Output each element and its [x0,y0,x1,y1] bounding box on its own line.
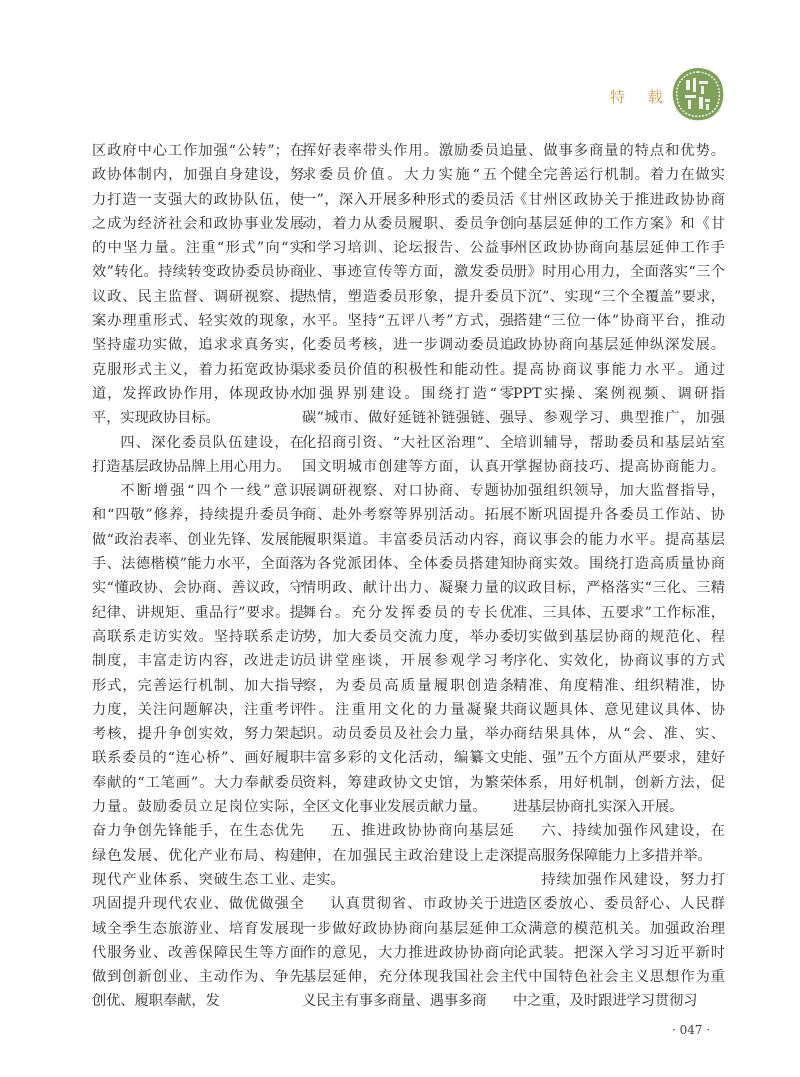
section-heading: 五、推进政协协商向基层延伸，在加强民主政治建设上走深走实。 [302,823,514,888]
paragraph: 量、做事多商量的特点和优势。健全完善运行机制。着力在做实《甘州区政协关于推进政协协商向基层延伸的工作方案》和《甘州区政协协商向基层延伸工作手册》时用心用力，全面落实“三个下沉”、实现“三个全覆盖”要求，搭建“三位一体”协商平台，推动政协协商向基层延伸纵深发展。提高协商议事能力水平。通过PPT实操、案例视频、调研指导、参观学习、典型推广，加强培训辅导，帮助委员和基层站室掌握协商技巧、提高协商能力。加强组织领导，加大监督指导，不断巩固提升各委员工作站、协商议事会的能力水平。提高基层协商实效。围绕打造高质量协商议政目标，严格落实“三化、三精准、三具体、五要求”工作标准，切实做到基层协商的规范化、程序化、实效化，协商议事的方式精准、角度精准、组织精准，协商议题具体、意见建议具体、协商结果具体，从“会、准、实、能、强”五个方面从严要求，建好体系，用好机制，创新方法，促进基层协商扎实深入开展。 [513,143,725,816]
paragraph: 不断增强“四个一线”意识和“四敬”修养，持续提升委员争做“政治表率、创业先锋、发展能手、法德楷模”能力水平，全面落实“懂政协、会协商、善议政，守纪律、讲规矩、重品行”要求。提高联系走访实效。坚持联系走访制度，丰富走访内容，改进走访形式，完善运行机制、加大指导力度，关注问题解决，注重考评考核，提升争创实效，努力架起联系委员的“连心桥”、画好履职奉献的“工笔画”。大力奉献委员力量。鼓励委员立足岗位实际，奋力争创先锋能手，在生态优先绿色发展、优化产业布局、构建现代产业体系、突破生态工业、巩固提升现代农业、做优做强全域全季生态旅游业、培育发展现代服务业、改善保障民生等方面做到创新创业、主动作为、争先创优、履职奉献，发 [92,483,304,1010]
paragraph: 挥好表率带头作用。激励委员追求委员价值。大力实施“五个一”，深入开展多种形式的委员活动，着力从委员履职、委员争创和学习培训、论坛报告、公益事业、事迹宣传等方面，激发委员热情，塑造委员形象，提升委员水平。坚持“五评八考”方式，强化委员考核，进一步调动委员追求委员价值的积极性和能动性。加强界别建设。围绕打造“零碳”城市、做好延链补链强链、强化招商引资、“大社区治理”、全国文明城市创建等方面，认真开展调研视察、对口协商、专题协商、赴外考察等界别活动。拓展履职渠道。丰富委员活动内容，为各党派团体、全体委员搭建知情明政、献计出力、凝聚力量的舞台。充分发挥委员的专长优势，加大委员交流力度，举办委员讲堂座谈，开展参观学习考察，为委员高质量履职创造条件。注重用文化的力量凝聚共识。动员委员及社会力量，举办丰富多彩的文化活动，编纂文史资料，筹建政协文史馆，为繁荣全区文化事业发展贡献力量。 [302,143,514,816]
section-heading: 四、深化委员队伍建设，在打造基层政协品牌上用心用力。 [92,434,304,475]
paragraph: 持续加强作风建设，努力打造区委放心、委员舒心、人民群众满意的模范机关。加强政治理论武装。把深入学习习近平新时代中国特色社会主义思想作为重中之重，及时跟进学习贯彻习 [513,871,725,1010]
paragraph: 认真贯彻省、市政协关于进一步做好政协协商向基层延伸工作的意见，大力推进政协协商向基层延伸，充分体现我国社会主义民主有事多商量、遇事多商 [302,896,514,1010]
section-tag: 特 载 [610,88,672,106]
text-column-2 [302,139,514,1014]
section-heading: 六、持续加强作风建设，在提高服务保障能力上多措并举。 [513,823,725,864]
paragraph: 区政府中心工作加强“公转”；在政协体制内，加强自身建设，努力打造一支强大的政协队伍，使之成为经济社会和政协事业发展的中坚力量。注重“形式”向“实效”转化。持续转变政协委员协商议政、民主监督、调研视察、提案办理重形式、轻实效的现象，坚持虚功实做，追求求真务实，克服形式主义，着力拓宽政协渠道，发挥政协作用，体现政协水平，实现政协目标。 [92,143,304,427]
page-number: · 047 · [672,1023,711,1037]
text-column-1 [92,139,304,1014]
seal-stamp-icon [670,66,726,122]
text-column-3 [513,139,725,1014]
